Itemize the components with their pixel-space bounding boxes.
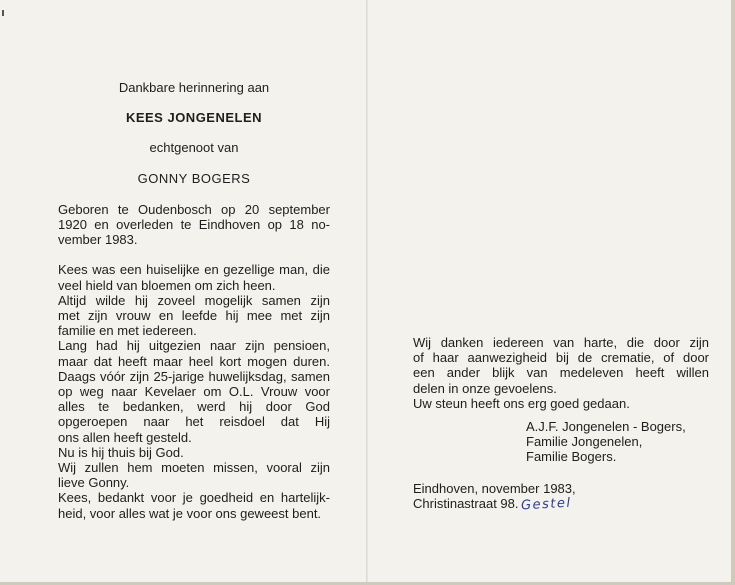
text-line: lieve Gonny. xyxy=(58,475,130,491)
text-line: Daags vóór zijn 25-jarige huwelijksdag, samen xyxy=(58,368,330,384)
text-line: alles te bedanken, werd hij door God xyxy=(58,399,330,415)
right-page xyxy=(413,335,709,512)
text-line: 1920 en overleden te Eindhoven op 18 no- xyxy=(58,217,330,233)
text-line: Uw steun heeft ons erg goed gedaan. xyxy=(413,395,630,411)
text-line: heid, voor alles wat je voor ons geweest bent. xyxy=(58,505,322,521)
text-line: Altijd wilde hij zoveel mogelijk samen zijn xyxy=(58,292,330,308)
text-line: Wij danken iedereen van harte, die door zijn xyxy=(413,335,709,350)
birth-death-paragraph xyxy=(58,202,330,248)
text-line: Kees, bedankt voor je goedheid en hartelijk- xyxy=(58,490,330,506)
text-line: Wij zullen hem moeten missen, vooral zijn xyxy=(58,460,330,476)
text-line: maar dat heeft maar heel kort mogen duren. xyxy=(58,353,330,369)
text-line: vember 1983. xyxy=(58,232,138,248)
text-line: ons allen heeft gesteld. xyxy=(58,429,192,445)
scan-mark xyxy=(2,10,4,16)
signers-block xyxy=(526,419,709,465)
left-page xyxy=(58,80,330,521)
card-edge-right xyxy=(731,0,735,585)
relation-line: echtgenoot van xyxy=(149,140,239,156)
text-line: of haar aanwezigheid bij de crematie, of door xyxy=(413,350,709,366)
text-line: Geboren te Oudenbosch op 20 september xyxy=(58,201,330,217)
signer-line: Familie Bogers. xyxy=(526,449,617,465)
thanks-paragraph xyxy=(413,335,709,411)
address-line xyxy=(413,496,709,512)
text-line: op weg naar Kevelaer om O.L. Vrouw voor xyxy=(58,384,330,400)
text-line: familie en met iedereen. xyxy=(58,323,197,339)
signer-line: Familie Jongenelen, xyxy=(526,434,643,450)
closing-block xyxy=(413,481,709,512)
text-line: Kees was een huiselijke en gezellige man, die xyxy=(58,262,330,278)
deceased-name: KEES JONGENELEN xyxy=(125,110,263,126)
text-line: met zijn vrouw en leefde hij mee met zijn xyxy=(58,308,330,324)
handwritten-annotation: Gestel xyxy=(520,495,572,514)
text-line: veel hield van bloemen om zich heen. xyxy=(58,277,276,293)
address-text: Christinastraat 98. xyxy=(413,495,519,511)
spouse-name: GONNY BOGERS xyxy=(137,170,251,186)
text-line: delen in onze gevoelens. xyxy=(413,380,557,396)
text-line: een ander blijk van medeleven heeft willen xyxy=(413,365,709,381)
text-line: Nu is hij thuis bij God. xyxy=(58,444,184,460)
place-date: Eindhoven, november 1983, xyxy=(413,480,576,496)
signer-line: A.J.F. Jongenelen - Bogers, xyxy=(526,419,686,435)
text-line: Lang had hij uitgezien naar zijn pensioen, xyxy=(58,338,330,354)
card-fold xyxy=(366,0,368,585)
text-line: opgeroepen naar het reisdoel dat Hij xyxy=(58,414,330,430)
tribute-paragraph xyxy=(58,262,330,520)
intro-line: Dankbare herinnering aan xyxy=(118,80,270,95)
